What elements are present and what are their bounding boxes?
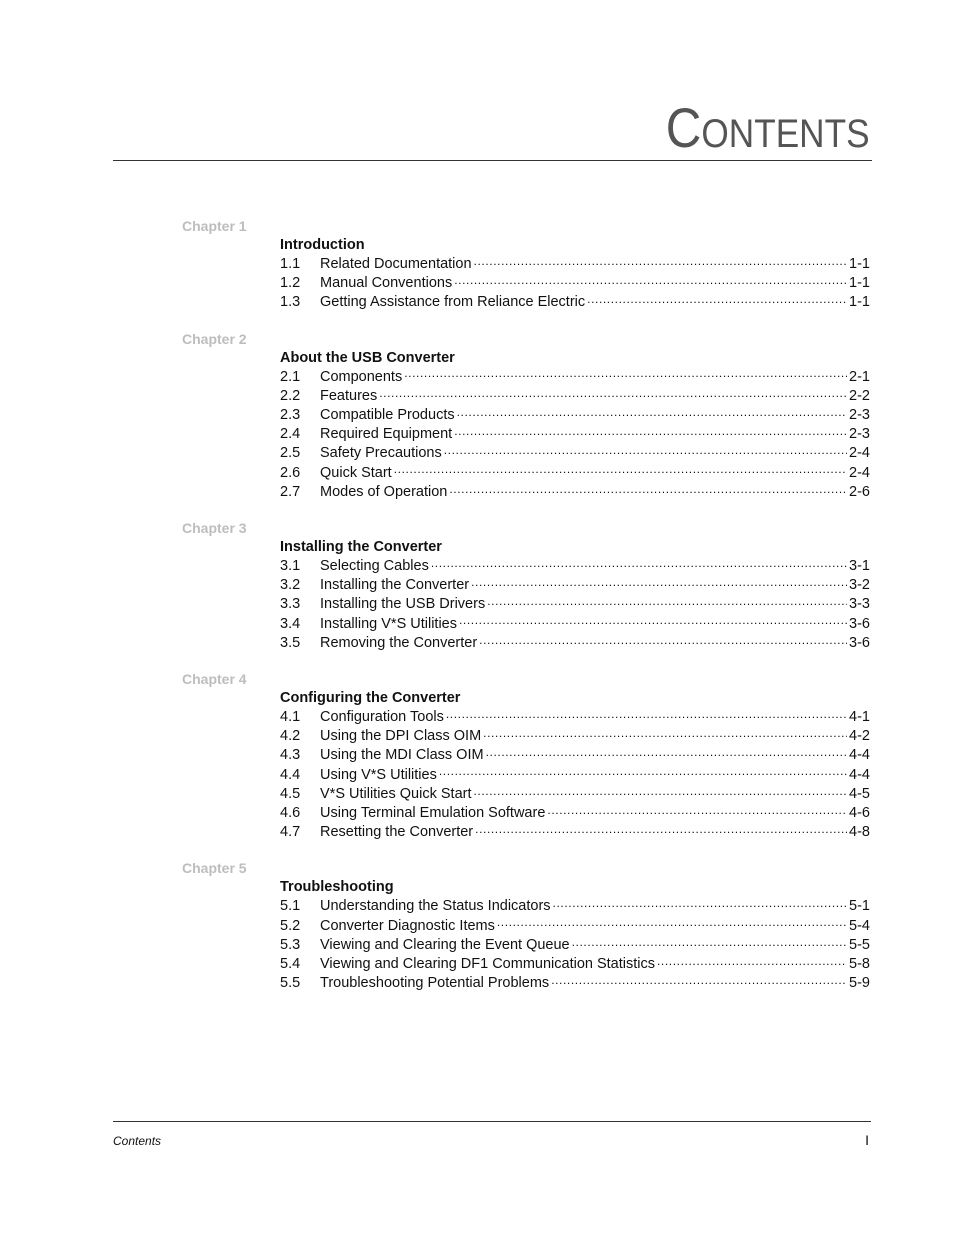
chapter-block (0, 671, 954, 841)
footer-section-name: Contents (113, 1134, 162, 1148)
toc-entry-label: Installing the Converter (320, 577, 470, 594)
toc-entry-number: 1.3 (280, 294, 301, 311)
dot-leader (474, 784, 848, 798)
toc-entry[interactable] (280, 594, 870, 613)
toc-entry-number: 2.1 (280, 368, 301, 385)
toc-entry-page: 4-4 (849, 766, 870, 783)
toc-entry[interactable] (280, 482, 870, 501)
toc-entry[interactable] (280, 254, 870, 273)
toc-entry-number: 2.7 (280, 483, 301, 500)
toc-entry-page: 4-5 (849, 785, 870, 802)
toc-entry-page: 2-4 (849, 464, 870, 481)
toc-entry-label: Safety Precautions (320, 445, 442, 462)
toc-entry-page: 2-3 (849, 407, 870, 424)
toc-entry-number: 3.5 (280, 634, 301, 651)
toc-entry-page: 5-9 (849, 975, 870, 992)
toc-entry-number: 5.2 (280, 917, 301, 934)
toc-entry-number: 4.6 (280, 805, 301, 822)
toc-entry-number: 1.2 (280, 275, 301, 292)
dot-leader (486, 745, 847, 759)
toc-entry-label: Required Equipment (320, 426, 453, 443)
chapter-block (0, 520, 954, 652)
toc-entry-page: 2-3 (849, 426, 870, 443)
toc-entry-page: 4-2 (849, 728, 870, 745)
toc-entry-number: 2.4 (280, 426, 301, 443)
toc-entry-number: 3.3 (280, 596, 301, 613)
dot-leader (479, 633, 847, 647)
toc-entry-label: Converter Diagnostic Items (320, 917, 495, 934)
dot-leader (572, 935, 847, 949)
toc-entry-page: 3-1 (849, 558, 870, 575)
chapter-block (0, 331, 954, 501)
toc-entry-number: 4.1 (280, 709, 301, 726)
toc-entry-label: Getting Assistance from Reliance Electric (320, 294, 586, 311)
toc-entry-number: 2.6 (280, 464, 301, 481)
toc-entry[interactable] (280, 822, 870, 841)
toc-entry-number: 4.2 (280, 728, 301, 745)
toc-entry[interactable] (280, 292, 870, 311)
toc-entry-number: 4.5 (280, 785, 301, 802)
chapter-label: Chapter 2 (182, 330, 247, 347)
toc-entry-label: Installing V*S Utilities (320, 615, 457, 632)
toc-entry[interactable] (280, 765, 870, 784)
toc-entry[interactable] (280, 614, 870, 633)
dot-leader (497, 916, 847, 930)
toc-entry-label: Configuration Tools (320, 709, 444, 726)
dot-leader (439, 765, 847, 779)
toc-entry-label: Understanding the Status Indicators (320, 898, 551, 915)
dot-leader (475, 822, 847, 836)
toc-entry-page: 4-6 (849, 805, 870, 822)
dot-leader (431, 556, 847, 570)
dot-leader (454, 424, 847, 438)
chapter-title[interactable]: Introduction (280, 237, 365, 253)
dot-leader (404, 367, 847, 381)
toc-entry-page: 2-1 (849, 368, 870, 385)
toc-entry-page: 5-5 (849, 936, 870, 953)
toc-entry-label: Resetting the Converter (320, 824, 474, 841)
toc-entry-number: 3.2 (280, 577, 301, 594)
toc-entry-page: 4-4 (849, 747, 870, 764)
toc-entry-number: 2.5 (280, 445, 301, 462)
dot-leader (587, 292, 847, 306)
toc-entry-page: 5-4 (849, 917, 870, 934)
toc-entry-page: 5-8 (849, 956, 870, 973)
toc-entry-label: Using the DPI Class OIM (320, 728, 482, 745)
toc-entry[interactable] (280, 916, 870, 935)
toc-entry[interactable] (280, 424, 870, 443)
toc-entry-number: 2.3 (280, 407, 301, 424)
dot-leader (446, 707, 847, 721)
toc-entry-label: Manual Conventions (320, 275, 453, 292)
chapter-title[interactable]: About the USB Converter (280, 349, 455, 366)
toc-entry-number: 5.5 (280, 975, 301, 992)
toc-entry-label: Viewing and Clearing the Event Queue (320, 936, 570, 953)
chapter-title[interactable]: Installing the Converter (280, 539, 442, 556)
toc-entry-page: 2-2 (849, 387, 870, 404)
toc-entry-label: Using the MDI Class OIM (320, 747, 484, 764)
toc-entry[interactable] (280, 386, 870, 405)
toc-entry[interactable] (280, 707, 870, 726)
toc-entry[interactable] (280, 463, 870, 482)
chapter-title[interactable]: Troubleshooting (280, 879, 394, 896)
toc-entry-label: V*S Utilities Quick Start (320, 785, 472, 802)
chapter-title[interactable]: Configuring the Converter (280, 690, 461, 707)
dot-leader (457, 405, 847, 419)
toc-entry-label: Selecting Cables (320, 558, 429, 575)
chapter-label: Chapter 5 (182, 860, 247, 877)
toc-entry-label: Removing the Converter (320, 634, 478, 651)
chapter-label: Chapter 3 (182, 520, 247, 537)
toc-entry-number: 5.3 (280, 936, 301, 953)
toc-entry-label: Using V*S Utilities (320, 766, 437, 783)
dot-leader (444, 443, 847, 457)
toc-entry-page: 3-2 (849, 577, 870, 594)
dot-leader (471, 575, 847, 589)
dot-leader (657, 954, 847, 968)
toc-entry[interactable] (280, 633, 870, 652)
toc-entry-page: 5-1 (849, 898, 870, 915)
dot-leader (459, 614, 847, 628)
dot-leader (474, 254, 847, 268)
toc-entry-page: 3-3 (849, 596, 870, 613)
dot-leader (487, 594, 847, 608)
page-title (666, 96, 870, 162)
toc-entry-label: Using Terminal Emulation Software (320, 805, 546, 822)
title-rule (113, 160, 872, 161)
chapter-block (0, 218, 954, 312)
dot-leader (394, 463, 847, 477)
dot-leader (551, 973, 847, 987)
dot-leader (547, 803, 847, 817)
footer-rule (113, 1121, 871, 1122)
toc-entry[interactable] (280, 367, 870, 386)
toc-entry-label: Modes of Operation (320, 483, 448, 500)
toc-entry-label: Features (320, 387, 378, 404)
footer-page-number: I (865, 1132, 869, 1148)
toc-entry-label: Troubleshooting Potential Problems (320, 975, 550, 992)
toc-entry-page: 1-1 (849, 275, 870, 292)
toc-entry-number: 4.3 (280, 747, 301, 764)
toc-entry[interactable] (280, 935, 870, 954)
toc-entry-number: 3.1 (280, 558, 301, 575)
toc-entry[interactable] (280, 273, 870, 292)
toc-entry-label: Installing the USB Drivers (320, 596, 486, 613)
toc-entry[interactable] (280, 745, 870, 764)
toc-entry-page: 1-1 (849, 256, 870, 272)
toc-entry[interactable] (280, 973, 870, 992)
dot-leader (454, 273, 847, 287)
toc-entry[interactable] (280, 556, 870, 575)
dot-leader (483, 726, 847, 740)
toc-entry-page: 1-1 (849, 294, 870, 311)
toc-entry[interactable] (280, 443, 870, 462)
toc-entry[interactable] (280, 726, 870, 745)
chapter-label: Chapter 1 (182, 218, 247, 234)
table-of-contents (0, 218, 954, 1011)
toc-entry-number: 2.2 (280, 387, 301, 404)
toc-entry-label: Components (320, 368, 403, 385)
toc-entry-number: 5.1 (280, 898, 301, 915)
dot-leader (553, 896, 848, 910)
toc-entry[interactable] (280, 896, 870, 915)
toc-entry-number: 4.4 (280, 766, 301, 783)
chapter-block (0, 860, 954, 992)
toc-entry[interactable] (280, 954, 870, 973)
toc-entry-label: Quick Start (320, 464, 392, 481)
toc-entry[interactable] (280, 784, 870, 803)
dot-leader (379, 386, 847, 400)
toc-entry-number: 1.1 (280, 256, 301, 272)
toc-entry-page: 3-6 (849, 615, 870, 632)
dot-leader (449, 482, 847, 496)
toc-entry-label: Viewing and Clearing DF1 Communication Statistics (320, 956, 655, 973)
toc-entry-number: 5.4 (280, 956, 301, 973)
toc-entry[interactable] (280, 575, 870, 594)
toc-entry-number: 3.4 (280, 615, 301, 632)
toc-entry-number: 4.7 (280, 824, 301, 841)
page-title-initial: C (666, 96, 702, 159)
toc-entry-label: Compatible Products (320, 407, 455, 424)
toc-entry-page: 4-8 (849, 824, 870, 841)
toc-entry-page: 4-1 (849, 709, 870, 726)
toc-entry[interactable] (280, 405, 870, 424)
toc-entry-page: 2-4 (849, 445, 870, 462)
toc-entry-page: 3-6 (849, 634, 870, 651)
page-title-rest: ONTENTS (701, 112, 870, 156)
toc-entry[interactable] (280, 803, 870, 822)
toc-entry-label: Related Documentation (320, 256, 472, 272)
chapter-label: Chapter 4 (182, 671, 247, 688)
toc-entry-page: 2-6 (849, 483, 870, 500)
